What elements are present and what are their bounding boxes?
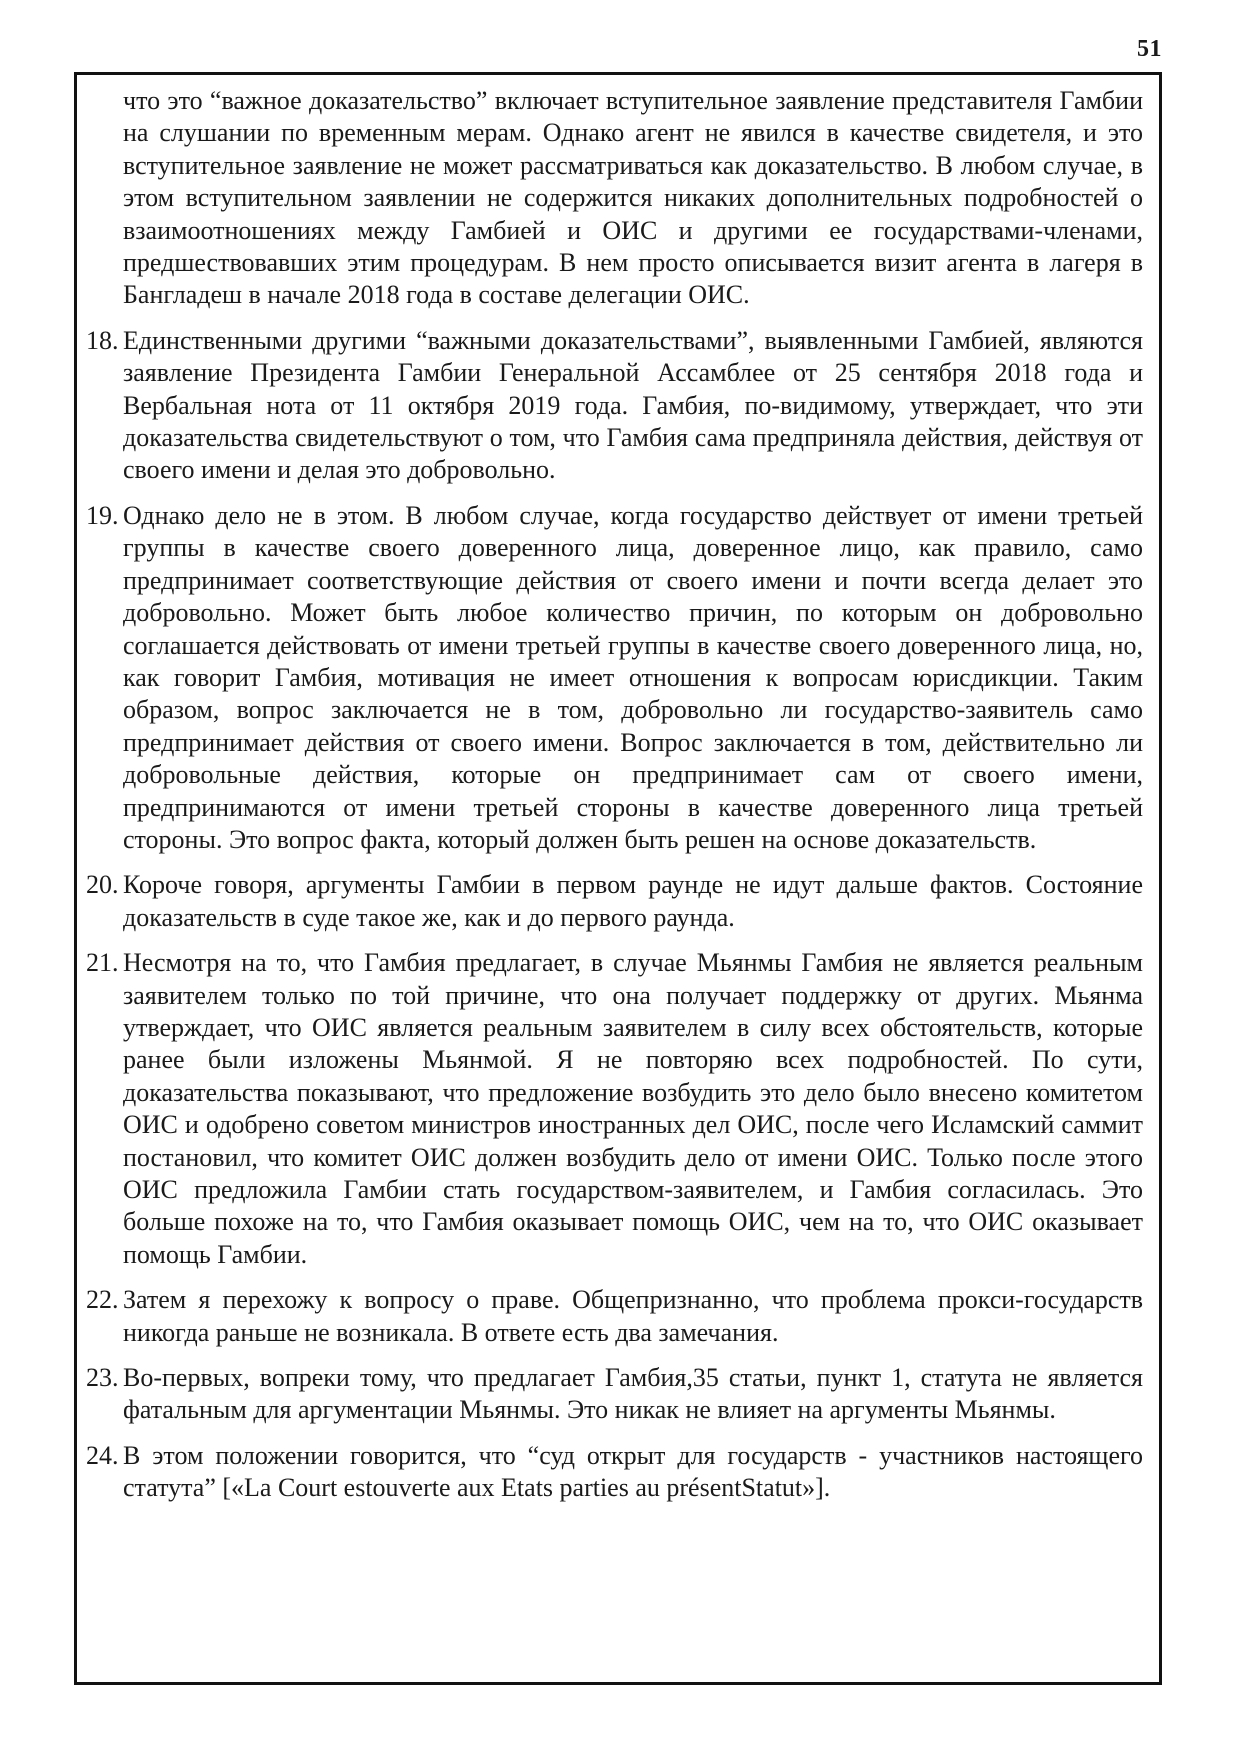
paragraph-text: что это “важное доказательство” включает вступительное заявление представителя Гамбии на слушании по временным мерам. Однако агент не явился в качестве свидетеля, и это вступительное заявление не может рассматриваться как доказательство. В любом случае, в этом вступительном заявлении не содержится никаких дополнительных подробностей о взаимоотношениях между Гамбией и ОИС и другими ее государствами-членами, предшествовавших этим процедурам. В нем просто описывается визит агента в лагеря в Бангладеш в начале 2018 года в составе делегации ОИС.	[123, 86, 1143, 310]
paragraph-number: 24.	[86, 1440, 119, 1470]
paragraph-continuation	[77, 85, 1143, 312]
paragraph-text: Затем я перехожу к вопросу о праве. Общепризнанно, что проблема прокси-государств никогда раньше не возникала. В ответе есть два замечания.	[123, 1285, 1143, 1347]
paragraph-20	[77, 869, 1143, 934]
page-number: 51	[1137, 36, 1162, 62]
paragraph-18	[77, 325, 1143, 487]
paragraph-text: Во-первых, вопреки тому, что предлагает Гамбия,35 статьи, пункт 1, статута не является фатальным для аргументации Мьянмы. Это никак не влияет на аргументы Мьянмы.	[123, 1363, 1143, 1425]
paragraph-text: Несмотря на то, что Гамбия предлагает, в случае Мьянмы Гамбия не является реальным заявителем только по той причине, что она получает поддержку от других. Мьянма утверждает, что ОИС является реальным заявителем в силу всех обстоятельств, которые ранее были изложены Мьянмой. Я не повторяю всех подробностей. По сути, доказательства показывают, что предложение возбудить это дело было внесено комитетом ОИС и одобрено советом министров иностранных дел ОИС, после чего Исламский саммит постановил, что комитет ОИС должен возбудить дело от имени ОИС. Только после этого ОИС предложила Гамбии стать государством-заявителем, и Гамбия согласилась. Это больше похоже на то, что Гамбия оказывает помощь ОИС, чем на то, что ОИС оказывает помощь Гамбии.	[123, 948, 1143, 1269]
paragraph-19	[77, 500, 1143, 856]
text-frame	[74, 72, 1162, 1685]
paragraph-number: 20.	[86, 870, 119, 900]
paragraph-24	[77, 1440, 1143, 1505]
paragraph-text: В этом положении говорится, что “суд открыт для государств - участников настоящего статута” [«La Court estouverte aux Etats parties au présentStatut»].	[123, 1440, 1143, 1503]
paragraph-21	[77, 947, 1143, 1271]
paragraph-number: 22.	[86, 1285, 119, 1315]
paragraph-text: Единственными другими “важными доказательствами”, выявленными Гамбией, являются заявление Президента Гамбии Генеральной Ассамблее от 25 сентября 2018 года и Вербальная нота от 11 октября 2019 года. Гамбия, по-видимому, утверждает, что эти доказательства свидетельствуют о том, что Гамбия сама предприняла действия, действуя от своего имени и делая это добровольно.	[123, 325, 1143, 485]
paragraph-number: 18.	[86, 325, 119, 355]
paragraph-number: 21.	[86, 948, 119, 978]
paragraph-number: 23.	[86, 1363, 119, 1393]
paragraph-number: 19.	[86, 500, 119, 530]
paragraph-23	[77, 1362, 1143, 1427]
paragraph-text: Однако дело не в этом. В любом случае, когда государство действует от имени третьей группы в качестве своего доверенного лица, доверенное лицо, как правило, само предпринимает соответствующие действия от своего имени и почти всегда делает это добровольно. Может быть любое количество причин, по которым он добровольно соглашается действовать от имени третьей группы в качестве своего доверенного лица, но, как говорит Гамбия, мотивация не имеет отношения к вопросам юрисдикции. Таким образом, вопрос заключается не в том, добровольно ли государство-заявитель само предпринимает действия от своего имени. Вопрос заключается в том, действительно ли добровольные действия, которые он предпринимает сам от своего имени, предпринимаются от имени третьей стороны в качестве доверенного лица третьей стороны. Это вопрос факта, который должен быть решен на основе доказательств.	[123, 500, 1143, 854]
paragraph-22	[77, 1284, 1143, 1349]
paragraph-text: Короче говоря, аргументы Гамбии в первом раунде не идут дальше фактов. Состояние доказательств в суде такое же, как и до первого раунда.	[123, 870, 1143, 932]
